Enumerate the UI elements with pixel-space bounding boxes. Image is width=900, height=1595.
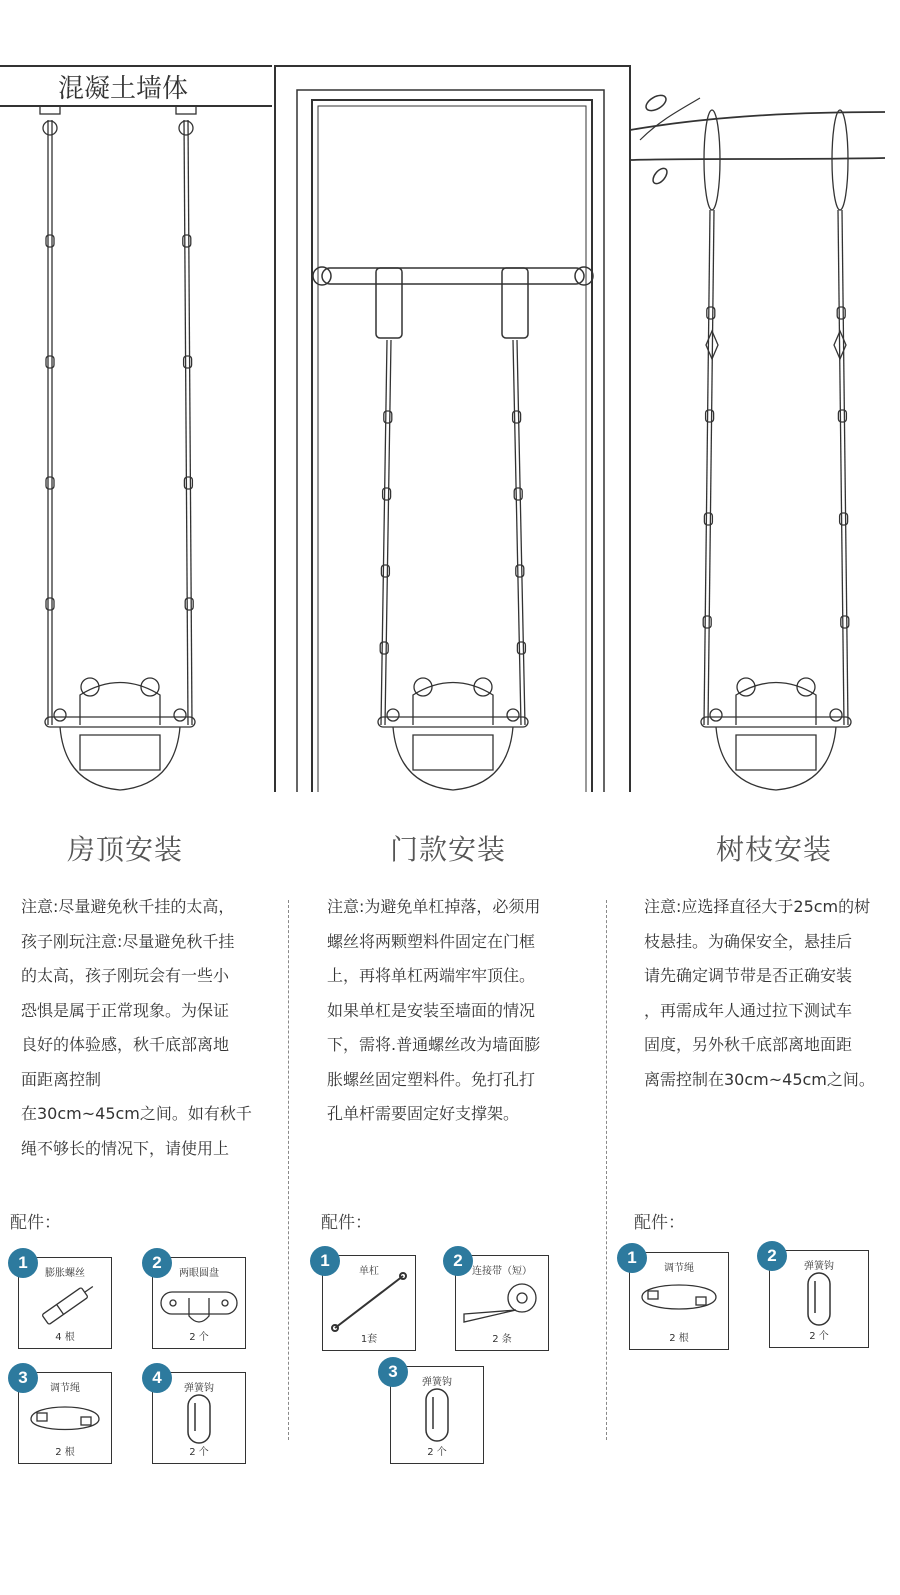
part-number-badge: 4 (142, 1363, 172, 1393)
part-number-badge: 1 (8, 1248, 38, 1278)
part-card: 单杠 1套 (322, 1255, 416, 1351)
part-card: 弹簧钩 2 个 (390, 1366, 484, 1464)
part-number-badge: 3 (8, 1363, 38, 1393)
part-card: 调节绳 2 根 (18, 1372, 112, 1464)
part-number-badge: 1 (617, 1243, 647, 1273)
note-ceiling: 注意:尽量避免秋千挂的太高， 孩子刚玩注意:尽量避免秋千挂 的太高，孩子刚玩会有一些小 恐惧是属于正常现象。为保证 良好的体验感，秋千底部离地 面距离控制 在30cm~45cm之间。如有秋千 绳不够长的情况下，请使用上 (21, 897, 252, 1158)
part-card: 弹簧钩 2 个 (769, 1250, 869, 1348)
part-number-badge: 2 (757, 1241, 787, 1271)
title-ceiling-install: 房顶安装 (66, 833, 183, 866)
column-divider (288, 900, 289, 1440)
part-card: 膨胀螺丝 4 根 (18, 1257, 112, 1349)
part-number-badge: 2 (443, 1246, 473, 1276)
accessories-label: 配件： (10, 1213, 61, 1233)
part-card: 调节绳 2 根 (629, 1252, 729, 1350)
note-branch: 注意:应选择直径大于25cm的树 枝悬挂。为确保安全，悬挂后 请先确定调节带是否正确安装 ，再需成年人通过拉下测试车 固度，另外秋千底部离地面距 离需控制在30cm~45cm之间。 (644, 897, 875, 1089)
part-number-badge: 2 (142, 1248, 172, 1278)
wall-label: 混凝土墙体 (58, 74, 189, 104)
part-card: 两眼圆盘 2 个 (152, 1257, 246, 1349)
note-door: 注意:为避免单杠掉落，必须用 螺丝将两颗塑料件固定在门框 上，再将单杠两端牢牢顶住。 如果单杠是安装至墙面的情况 下，需将.普通螺丝改为墙面膨 胀螺丝固定塑料件。免打孔打 孔单杆需要固定好支撑架。 (327, 897, 541, 1123)
column-divider (606, 900, 607, 1440)
accessories-label: 配件： (634, 1213, 685, 1233)
part-number-badge: 3 (378, 1357, 408, 1387)
part-number-badge: 1 (310, 1246, 340, 1276)
title-door-install: 门款安装 (389, 833, 506, 866)
part-card: 连接带（短） 2 条 (455, 1255, 549, 1351)
title-branch-install: 树枝安装 (715, 833, 832, 866)
part-card: 弹簧钩 2 个 (152, 1372, 246, 1464)
accessories-label: 配件： (321, 1213, 372, 1233)
pull-up-bar (313, 267, 593, 338)
